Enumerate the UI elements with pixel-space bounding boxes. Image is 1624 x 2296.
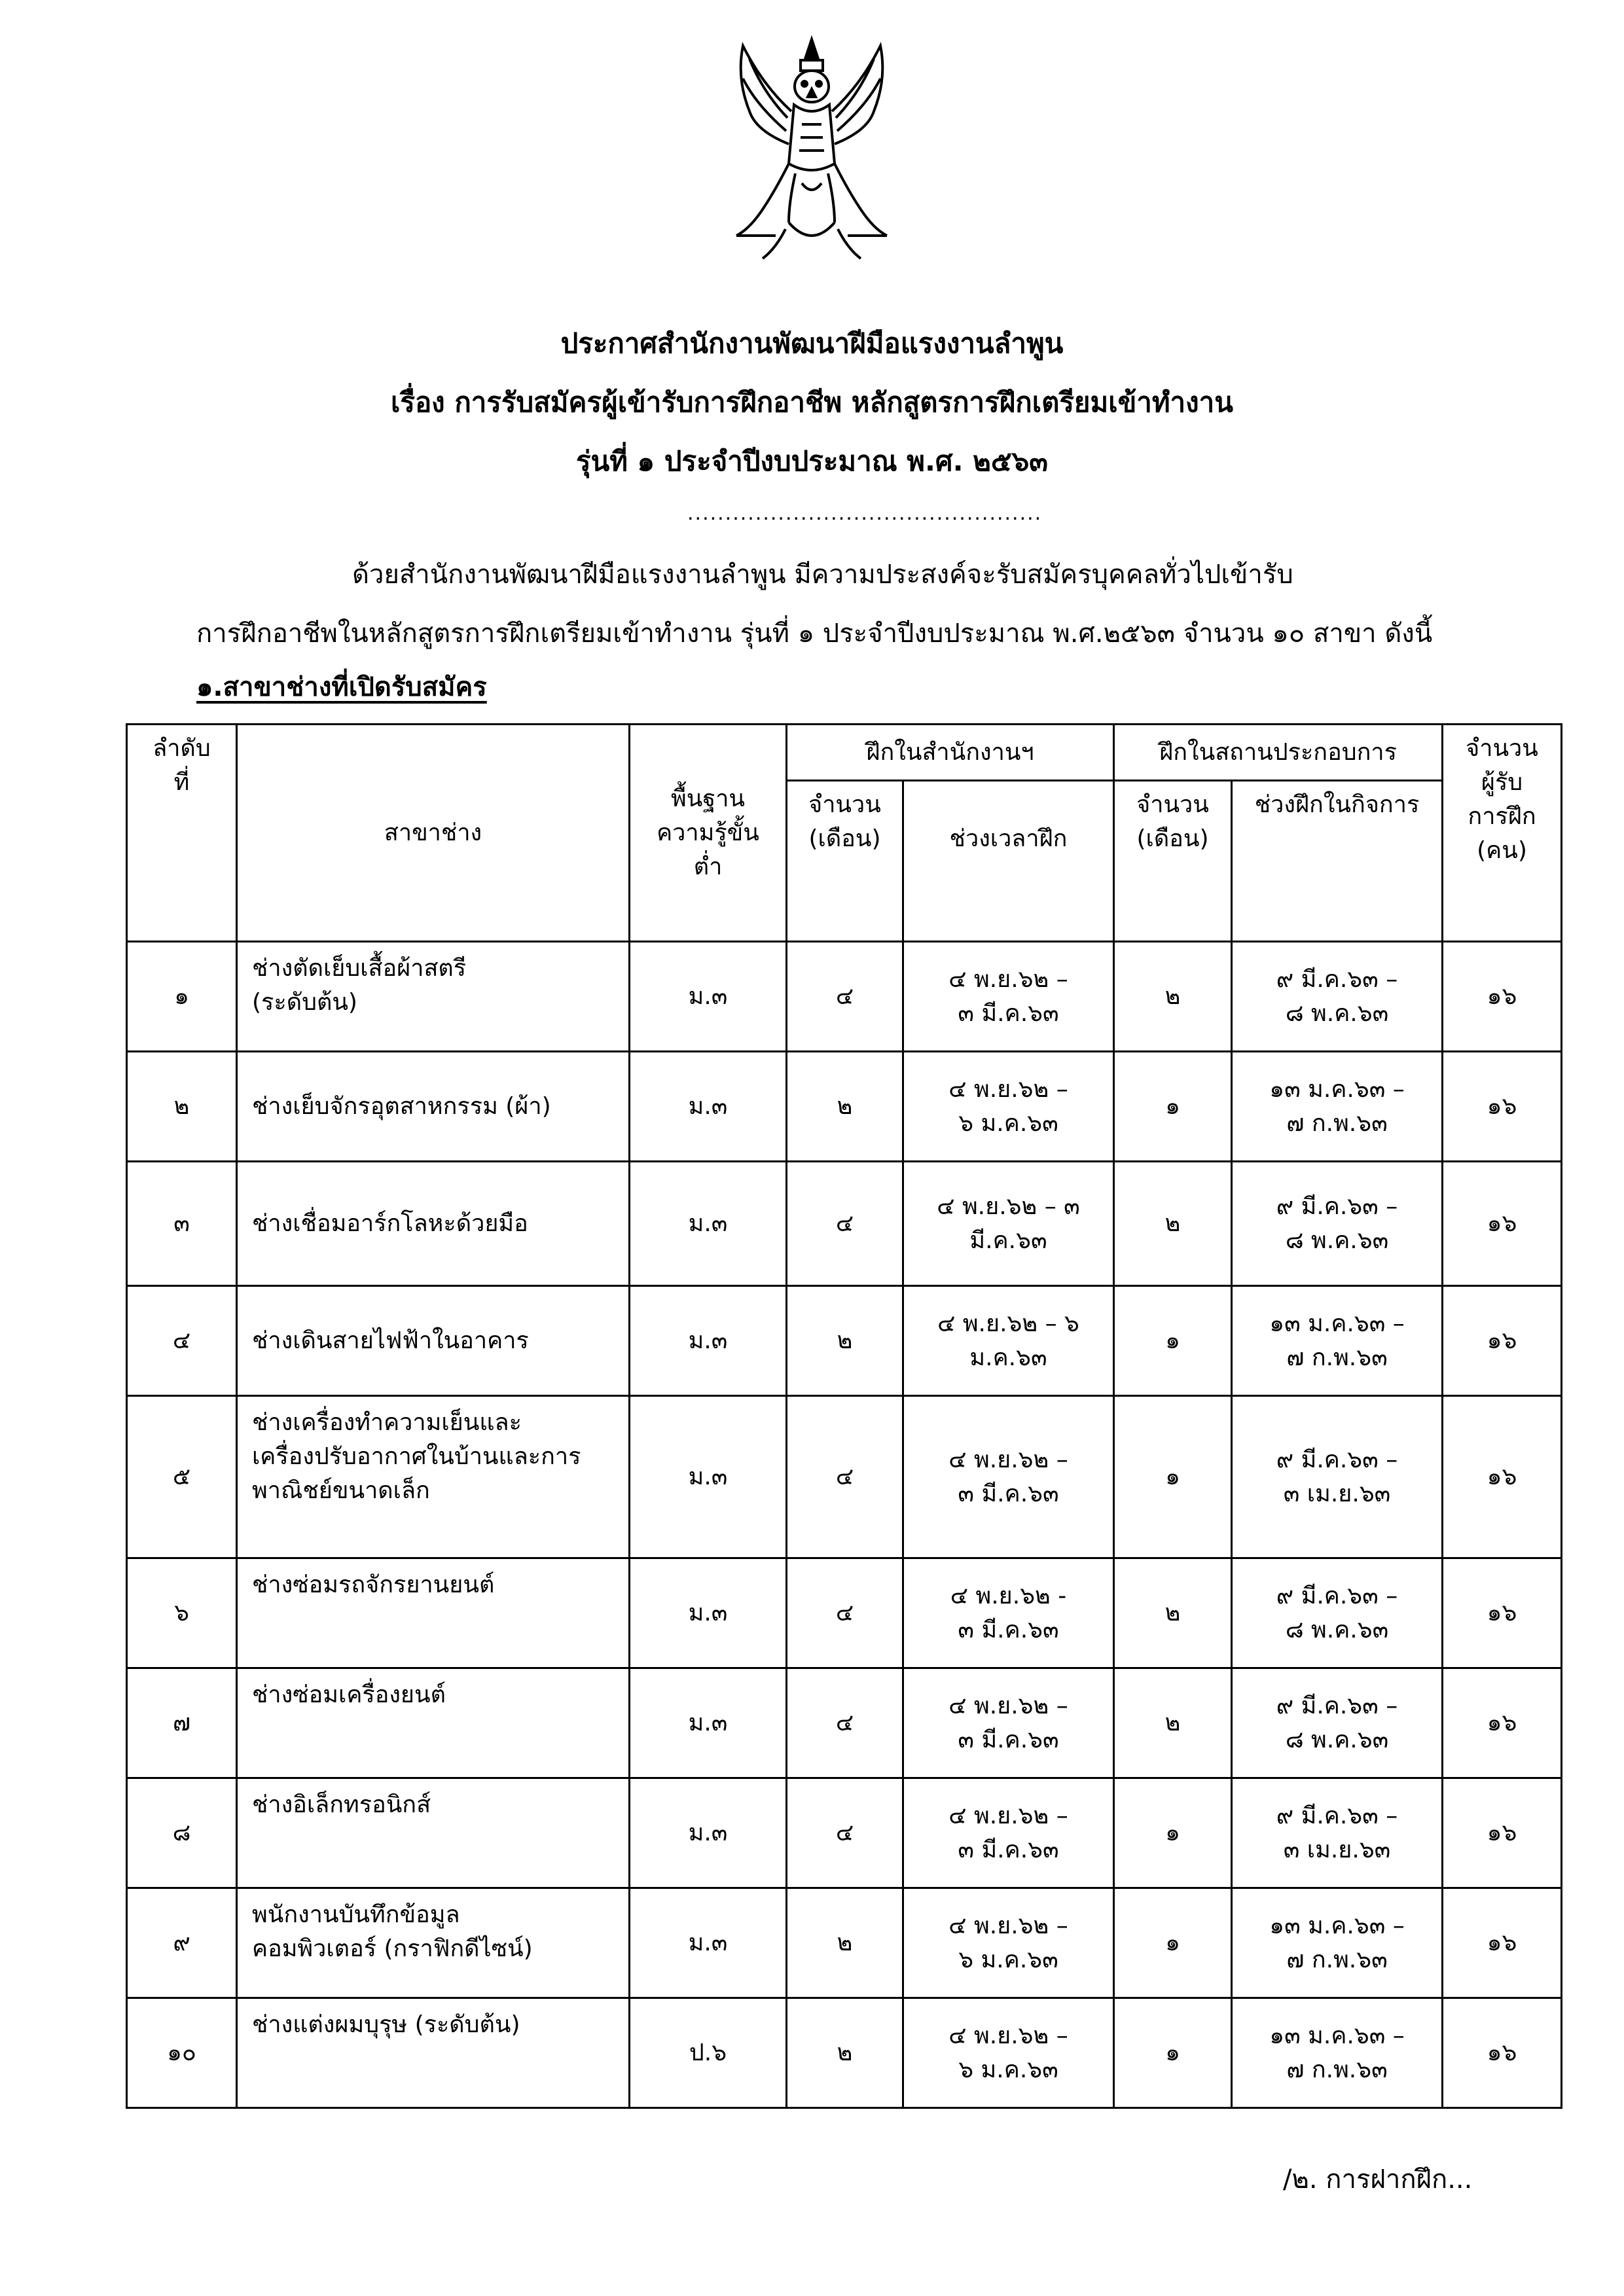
cell-basic-knowledge: ม.๓ — [630, 1888, 787, 1998]
cell-office-months: ๒ — [787, 1888, 903, 1998]
cell-basic-knowledge: ม.๓ — [630, 1162, 787, 1286]
table-row — [127, 1286, 1562, 1396]
table-row — [127, 1052, 1562, 1162]
cell-company-months: ๑ — [1114, 1998, 1232, 2108]
cell-seats: ๑๖ — [1443, 1558, 1562, 1668]
cell-branch-name: ช่างตัดเย็บเสื้อผ้าสตรี (ระดับต้น) — [237, 942, 630, 1052]
cell-basic-knowledge: ม.๓ — [630, 942, 787, 1052]
cell-seats: ๑๖ — [1443, 1668, 1562, 1778]
header-branch: สาขาช่าง — [237, 725, 630, 942]
cell-company-period: ๙ มี.ค.๖๓ – ๓ เม.ย.๖๓ — [1232, 1396, 1443, 1558]
cell-seats: ๑๖ — [1443, 1286, 1562, 1396]
cell-company-months: ๑ — [1114, 1396, 1232, 1558]
header-no: ลำดับ ที่ — [127, 725, 237, 942]
cell-company-period: ๙ มี.ค.๖๓ – ๘ พ.ค.๖๓ — [1232, 942, 1443, 1052]
cell-no: ๘ — [127, 1778, 237, 1888]
header-office-period: ช่วงเวลาฝึก — [903, 781, 1114, 942]
header-company-training: ฝึกในสถานประกอบการ — [1114, 725, 1443, 781]
cell-company-period: ๑๓ ม.ค.๖๓ – ๗ ก.พ.๖๓ — [1232, 1888, 1443, 1998]
cell-branch-name: ช่างเครื่องทำความเย็นและ เครื่องปรับอากาศในบ้านและการ พาณิชย์ขนาดเล็ก — [237, 1396, 630, 1558]
cell-branch-name: ช่างซ่อมเครื่องยนต์ — [237, 1668, 630, 1778]
cell-no: ๖ — [127, 1558, 237, 1668]
cell-seats: ๑๖ — [1443, 1162, 1562, 1286]
cell-company-period: ๑๓ ม.ค.๖๓ – ๗ ก.พ.๖๓ — [1232, 1052, 1443, 1162]
cell-company-months: ๒ — [1114, 1668, 1232, 1778]
cell-branch-name: พนักงานบันทึกข้อมูล คอมพิวเตอร์ (กราฟิกดีไซน์) — [237, 1888, 630, 1998]
cell-seats: ๑๖ — [1443, 1998, 1562, 2108]
cell-no: ๙ — [127, 1888, 237, 1998]
cell-seats: ๑๖ — [1443, 1778, 1562, 1888]
cell-company-months: ๑ — [1114, 1052, 1232, 1162]
cell-office-period: ๔ พ.ย.๖๒ – ๖ ม.ค.๖๓ — [903, 1286, 1114, 1396]
next-page-marker: /๒. การฝากฝึก... — [1283, 2164, 1473, 2195]
cell-no: ๑๐ — [127, 1998, 237, 2108]
cell-office-months: ๔ — [787, 942, 903, 1052]
cell-office-period: ๔ พ.ย.๖๒ - ๓ มี.ค.๖๓ — [903, 1558, 1114, 1668]
table-row — [127, 1998, 1562, 2108]
cell-office-period: ๔ พ.ย.๖๒ – ๓ มี.ค.๖๓ — [903, 1162, 1114, 1286]
cell-company-months: ๑ — [1114, 1778, 1232, 1888]
cell-office-period: ๔ พ.ย.๖๒ – ๓ มี.ค.๖๓ — [903, 1668, 1114, 1778]
cell-seats: ๑๖ — [1443, 1052, 1562, 1162]
cell-office-period: ๔ พ.ย.๖๒ – ๖ ม.ค.๖๓ — [903, 1888, 1114, 1998]
cell-office-months: ๔ — [787, 1668, 903, 1778]
dotted-divider: ............................................... — [687, 502, 1043, 525]
intro-paragraph-line-1: ด้วยสำนักงานพัฒนาฝีมือแรงงานลำพูน มีความประสงค์จะรับสมัครบุคคลทั่วไปเข้ารับ — [352, 560, 1293, 590]
announcement-batch: รุ่นที่ ๑ ประจำปีงบประมาณ พ.ศ. ๒๕๖๓ — [575, 445, 1048, 477]
header-company-months: จำนวน (เดือน) — [1114, 781, 1232, 942]
cell-company-period: ๙ มี.ค.๖๓ – ๘ พ.ค.๖๓ — [1232, 1162, 1443, 1286]
table-row — [127, 1888, 1562, 1998]
cell-office-months: ๔ — [787, 1162, 903, 1286]
cell-company-period: ๙ มี.ค.๖๓ – ๘ พ.ค.๖๓ — [1232, 1558, 1443, 1668]
table-row — [127, 1778, 1562, 1888]
cell-office-period: ๔ พ.ย.๖๒ – ๖ ม.ค.๖๓ — [903, 1052, 1114, 1162]
cell-office-months: ๒ — [787, 1998, 903, 2108]
cell-seats: ๑๖ — [1443, 1888, 1562, 1998]
table-row — [127, 1668, 1562, 1778]
cell-branch-name: ช่างเย็บจักรอุตสาหกรรม (ผ้า) — [237, 1052, 630, 1162]
garuda-emblem-icon — [723, 33, 900, 268]
section-heading: ๑.สาขาช่างที่เปิดรับสมัคร — [196, 672, 487, 702]
table-row — [127, 1558, 1562, 1668]
cell-no: ๔ — [127, 1286, 237, 1396]
cell-office-months: ๔ — [787, 1558, 903, 1668]
cell-office-months: ๒ — [787, 1286, 903, 1396]
cell-no: ๕ — [127, 1396, 237, 1558]
cell-seats: ๑๖ — [1443, 942, 1562, 1052]
announcement-subject: เรื่อง การรับสมัครผู้เข้ารับการฝึกอาชีพ หลักสูตรการฝึกเตรียมเข้าทำงาน — [391, 386, 1233, 418]
courses-table — [126, 723, 1562, 2109]
cell-branch-name: ช่างเดินสายไฟฟ้าในอาคาร — [237, 1286, 630, 1396]
cell-basic-knowledge: ม.๓ — [630, 1778, 787, 1888]
cell-office-period: ๔ พ.ย.๖๒ – ๖ ม.ค.๖๓ — [903, 1998, 1114, 2108]
cell-company-period: ๙ มี.ค.๖๓ – ๓ เม.ย.๖๓ — [1232, 1778, 1443, 1888]
cell-no: ๑ — [127, 942, 237, 1052]
cell-basic-knowledge: ม.๓ — [630, 1396, 787, 1558]
cell-office-period: ๔ พ.ย.๖๒ – ๓ มี.ค.๖๓ — [903, 942, 1114, 1052]
table-row — [127, 1396, 1562, 1558]
cell-company-months: ๒ — [1114, 942, 1232, 1052]
cell-office-period: ๔ พ.ย.๖๒ – ๓ มี.ค.๖๓ — [903, 1778, 1114, 1888]
cell-branch-name: ช่างเชื่อมอาร์กโลหะด้วยมือ — [237, 1162, 630, 1286]
cell-basic-knowledge: ป.๖ — [630, 1998, 787, 2108]
cell-company-months: ๑ — [1114, 1888, 1232, 1998]
cell-basic-knowledge: ม.๓ — [630, 1558, 787, 1668]
cell-no: ๒ — [127, 1052, 237, 1162]
cell-basic-knowledge: ม.๓ — [630, 1286, 787, 1396]
cell-company-period: ๑๓ ม.ค.๖๓ – ๗ ก.พ.๖๓ — [1232, 1998, 1443, 2108]
cell-office-months: ๔ — [787, 1396, 903, 1558]
header-office-training: ฝึกในสำนักงานฯ — [787, 725, 1114, 781]
announcement-title: ประกาศสำนักงานพัฒนาฝีมือแรงงานลำพูน — [560, 327, 1064, 359]
intro-paragraph-line-2: การฝึกอาชีพในหลักสูตรการฝึกเตรียมเข้าทำงาน รุ่นที่ ๑ ประจำปีงบประมาณ พ.ศ.๒๕๖๓ จำนวน ๑๐ สาขา ดังนี้ — [196, 619, 1433, 649]
table-row — [127, 942, 1562, 1052]
cell-company-months: ๒ — [1114, 1162, 1232, 1286]
header-company-period: ช่วงฝึกในกิจการ — [1232, 781, 1443, 942]
header-office-months: จำนวน (เดือน) — [787, 781, 903, 942]
cell-seats: ๑๖ — [1443, 1396, 1562, 1558]
cell-office-months: ๒ — [787, 1052, 903, 1162]
cell-branch-name: ช่างแต่งผมบุรุษ (ระดับต้น) — [237, 1998, 630, 2108]
table-row — [127, 1162, 1562, 1286]
header-basic-knowledge: พื้นฐาน ความรู้ขั้น ต่ำ — [630, 725, 787, 942]
cell-no: ๓ — [127, 1162, 237, 1286]
cell-basic-knowledge: ม.๓ — [630, 1052, 787, 1162]
cell-company-period: ๑๓ ม.ค.๖๓ – ๗ ก.พ.๖๓ — [1232, 1286, 1443, 1396]
cell-no: ๗ — [127, 1668, 237, 1778]
cell-company-period: ๙ มี.ค.๖๓ – ๘ พ.ค.๖๓ — [1232, 1668, 1443, 1778]
cell-office-period: ๔ พ.ย.๖๒ – ๓ มี.ค.๖๓ — [903, 1396, 1114, 1558]
cell-basic-knowledge: ม.๓ — [630, 1668, 787, 1778]
cell-company-months: ๒ — [1114, 1558, 1232, 1668]
cell-office-months: ๔ — [787, 1778, 903, 1888]
cell-company-months: ๑ — [1114, 1286, 1232, 1396]
header-seats: จำนวน ผู้รับ การฝึก (คน) — [1443, 725, 1562, 942]
cell-branch-name: ช่างอิเล็กทรอนิกส์ — [237, 1778, 630, 1888]
cell-branch-name: ช่างซ่อมรถจักรยานยนต์ — [237, 1558, 630, 1668]
